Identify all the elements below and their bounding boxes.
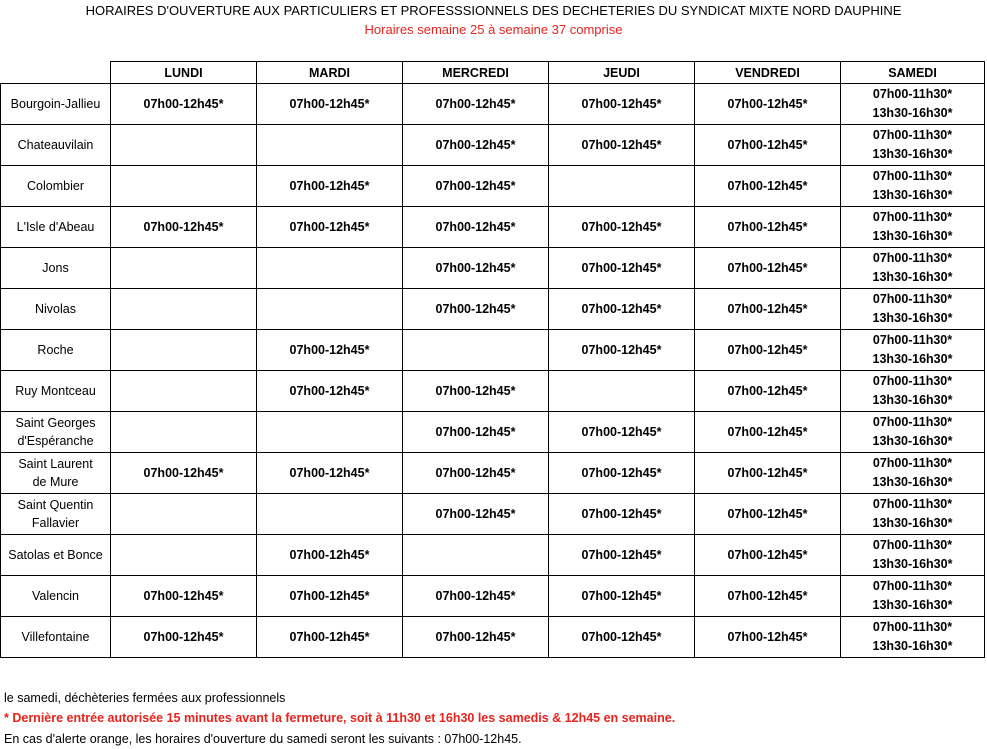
hours-cell [257, 494, 403, 535]
table-row [1, 166, 985, 207]
day-header: VENDREDI [695, 62, 841, 84]
table-row [1, 617, 985, 658]
saturday-cell [841, 330, 985, 371]
hours-cell: 07h00-12h45* [257, 371, 403, 412]
saturday-morning-hours: 07h00-11h30* [872, 497, 953, 511]
table-row [1, 371, 985, 412]
table-row [1, 84, 985, 125]
saturday-morning-hours: 07h00-11h30* [872, 128, 953, 142]
site-name-line: Fallavier [31, 516, 80, 530]
hours-cell: 07h00-12h45* [695, 207, 841, 248]
hours-cell: 07h00-12h45* [403, 248, 549, 289]
site-name [1, 453, 111, 494]
site-name: Roche [1, 330, 111, 371]
site-name: Jons [1, 248, 111, 289]
table-row [1, 453, 985, 494]
table-row [1, 330, 985, 371]
hours-cell: 07h00-12h45* [549, 494, 695, 535]
saturday-cell [841, 576, 985, 617]
site-name: Bourgoin-Jallieu [1, 84, 111, 125]
hours-cell: 07h00-12h45* [403, 371, 549, 412]
saturday-cell [841, 248, 985, 289]
hours-cell [111, 494, 257, 535]
hours-cell [403, 535, 549, 576]
site-name-line: d'Espéranche [17, 434, 94, 448]
hours-cell [403, 330, 549, 371]
hours-cell: 07h00-12h45* [111, 617, 257, 658]
site-name: Nivolas [1, 289, 111, 330]
saturday-morning-hours: 07h00-11h30* [872, 374, 953, 388]
day-header: JEUDI [549, 62, 695, 84]
hours-cell: 07h00-12h45* [695, 289, 841, 330]
table-row [1, 535, 985, 576]
table-row [1, 207, 985, 248]
hours-cell: 07h00-12h45* [549, 617, 695, 658]
hours-cell [111, 412, 257, 453]
saturday-cell [841, 125, 985, 166]
hours-cell: 07h00-12h45* [403, 617, 549, 658]
hours-cell: 07h00-12h45* [257, 330, 403, 371]
hours-cell: 07h00-12h45* [549, 289, 695, 330]
saturday-morning-hours: 07h00-11h30* [872, 87, 953, 101]
site-name: Chateauvilain [1, 125, 111, 166]
hours-cell: 07h00-12h45* [403, 494, 549, 535]
saturday-afternoon-hours: 13h30-16h30* [872, 147, 953, 161]
saturday-afternoon-hours: 13h30-16h30* [872, 475, 953, 489]
hours-cell: 07h00-12h45* [111, 84, 257, 125]
saturday-afternoon-hours: 13h30-16h30* [872, 352, 953, 366]
saturday-cell [841, 371, 985, 412]
table-row [1, 125, 985, 166]
saturday-cell [841, 412, 985, 453]
hours-cell: 07h00-12h45* [549, 125, 695, 166]
saturday-morning-hours: 07h00-11h30* [872, 538, 953, 552]
header-row [1, 62, 985, 84]
table-row [1, 289, 985, 330]
saturday-morning-hours: 07h00-11h30* [872, 251, 953, 265]
site-name: Colombier [1, 166, 111, 207]
saturday-morning-hours: 07h00-11h30* [872, 169, 953, 183]
hours-cell: 07h00-12h45* [549, 412, 695, 453]
day-header: MARDI [257, 62, 403, 84]
hours-cell [111, 289, 257, 330]
note-saturday: le samedi, déchèteries fermées aux professionnels [4, 691, 286, 705]
saturday-cell [841, 535, 985, 576]
table-row [1, 248, 985, 289]
hours-cell: 07h00-12h45* [695, 84, 841, 125]
saturday-morning-hours: 07h00-11h30* [872, 292, 953, 306]
hours-cell: 07h00-12h45* [403, 166, 549, 207]
saturday-afternoon-hours: 13h30-16h30* [872, 270, 953, 284]
day-header: LUNDI [111, 62, 257, 84]
saturday-afternoon-hours: 13h30-16h30* [872, 393, 953, 407]
saturday-afternoon-hours: 13h30-16h30* [872, 229, 953, 243]
hours-cell [111, 371, 257, 412]
hours-cell [257, 412, 403, 453]
hours-cell: 07h00-12h45* [549, 535, 695, 576]
hours-cell: 07h00-12h45* [403, 84, 549, 125]
saturday-morning-hours: 07h00-11h30* [872, 210, 953, 224]
hours-cell: 07h00-12h45* [111, 576, 257, 617]
hours-cell: 07h00-12h45* [695, 453, 841, 494]
hours-cell: 07h00-12h45* [257, 576, 403, 617]
site-name: L'Isle d'Abeau [1, 207, 111, 248]
hours-cell: 07h00-12h45* [695, 248, 841, 289]
hours-cell: 07h00-12h45* [257, 617, 403, 658]
saturday-cell [841, 207, 985, 248]
hours-cell: 07h00-12h45* [403, 289, 549, 330]
saturday-afternoon-hours: 13h30-16h30* [872, 557, 953, 571]
hours-cell [257, 248, 403, 289]
saturday-morning-hours: 07h00-11h30* [872, 333, 953, 347]
saturday-afternoon-hours: 13h30-16h30* [872, 188, 953, 202]
hours-cell: 07h00-12h45* [695, 535, 841, 576]
schedule-table [0, 61, 985, 658]
hours-cell: 07h00-12h45* [403, 412, 549, 453]
table-row [1, 412, 985, 453]
hours-cell: 07h00-12h45* [549, 84, 695, 125]
hours-cell: 07h00-12h45* [403, 125, 549, 166]
saturday-morning-hours: 07h00-11h30* [872, 579, 953, 593]
note-orange-alert: En cas d'alerte orange, les horaires d'ouverture du samedi seront les suivants : 07h00-12h45. [4, 732, 522, 746]
site-name: Valencin [1, 576, 111, 617]
site-name: Ruy Montceau [1, 371, 111, 412]
saturday-afternoon-hours: 13h30-16h30* [872, 106, 953, 120]
table-row [1, 494, 985, 535]
hours-cell: 07h00-12h45* [549, 330, 695, 371]
site-name: Satolas et Bonce [1, 535, 111, 576]
saturday-afternoon-hours: 13h30-16h30* [872, 311, 953, 325]
hours-cell [257, 125, 403, 166]
table-row [1, 576, 985, 617]
hours-cell: 07h00-12h45* [257, 453, 403, 494]
hours-cell: 07h00-12h45* [695, 330, 841, 371]
hours-cell: 07h00-12h45* [695, 412, 841, 453]
hours-cell [111, 166, 257, 207]
hours-cell [257, 289, 403, 330]
saturday-cell [841, 289, 985, 330]
saturday-cell [841, 617, 985, 658]
hours-cell: 07h00-12h45* [695, 125, 841, 166]
hours-cell: 07h00-12h45* [111, 207, 257, 248]
hours-cell [111, 535, 257, 576]
hours-cell: 07h00-12h45* [403, 207, 549, 248]
corner-cell [1, 62, 111, 84]
hours-cell: 07h00-12h45* [257, 166, 403, 207]
hours-cell: 07h00-12h45* [549, 207, 695, 248]
hours-cell: 07h00-12h45* [549, 248, 695, 289]
day-header: SAMEDI [841, 62, 985, 84]
hours-cell [549, 166, 695, 207]
saturday-morning-hours: 07h00-11h30* [872, 620, 953, 634]
page-title: HORAIRES D'OUVERTURE AUX PARTICULIERS ET PROFESSSIONNELS DES DECHETERIES DU SYNDICAT MIXTE NORD DAUPHINE [85, 3, 902, 18]
hours-cell: 07h00-12h45* [257, 535, 403, 576]
hours-cell: 07h00-12h45* [695, 617, 841, 658]
hours-cell [111, 248, 257, 289]
saturday-cell [841, 494, 985, 535]
hours-cell: 07h00-12h45* [257, 84, 403, 125]
site-name: Villefontaine [1, 617, 111, 658]
saturday-afternoon-hours: 13h30-16h30* [872, 598, 953, 612]
note-last-entry: * Dernière entrée autorisée 15 minutes avant la fermeture, soit à 11h30 et 16h30 les samedis & 12h45 en semaine. [4, 711, 676, 725]
saturday-afternoon-hours: 13h30-16h30* [872, 434, 953, 448]
page-subtitle: Horaires semaine 25 à semaine 37 comprise [364, 22, 623, 37]
site-name [1, 412, 111, 453]
site-name-line: de Mure [32, 475, 79, 489]
hours-cell: 07h00-12h45* [111, 453, 257, 494]
hours-cell [111, 125, 257, 166]
hours-cell: 07h00-12h45* [257, 207, 403, 248]
saturday-cell [841, 84, 985, 125]
saturday-morning-hours: 07h00-11h30* [872, 456, 953, 470]
saturday-afternoon-hours: 13h30-16h30* [872, 639, 953, 653]
hours-cell: 07h00-12h45* [695, 494, 841, 535]
saturday-afternoon-hours: 13h30-16h30* [872, 516, 953, 530]
site-name-line: Saint Laurent [18, 457, 93, 471]
saturday-morning-hours: 07h00-11h30* [872, 415, 953, 429]
hours-cell: 07h00-12h45* [403, 453, 549, 494]
site-name [1, 494, 111, 535]
day-header: MERCREDI [403, 62, 549, 84]
hours-cell [111, 330, 257, 371]
hours-cell: 07h00-12h45* [695, 576, 841, 617]
hours-cell: 07h00-12h45* [695, 371, 841, 412]
hours-cell: 07h00-12h45* [549, 453, 695, 494]
site-name-line: Saint Georges [15, 416, 96, 430]
saturday-cell [841, 166, 985, 207]
hours-cell: 07h00-12h45* [549, 576, 695, 617]
hours-cell: 07h00-12h45* [403, 576, 549, 617]
hours-cell: 07h00-12h45* [695, 166, 841, 207]
hours-cell [549, 371, 695, 412]
site-name-line: Saint Quentin [17, 498, 94, 512]
saturday-cell [841, 453, 985, 494]
